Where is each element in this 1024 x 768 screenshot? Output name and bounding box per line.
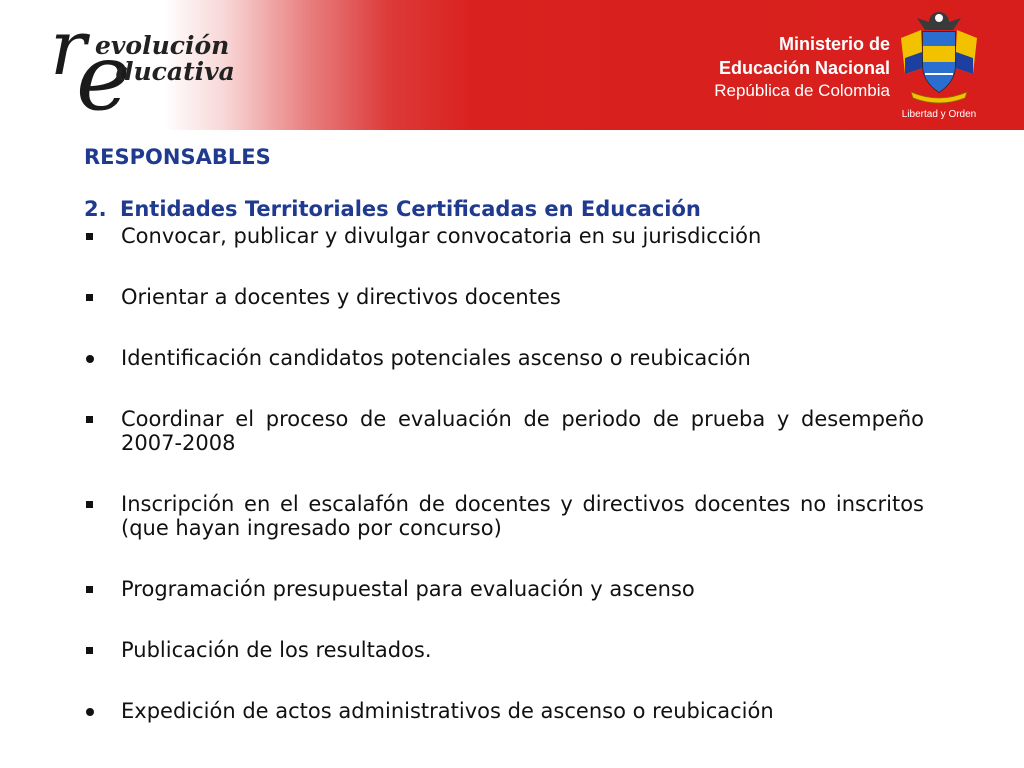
list-item [84, 346, 924, 370]
square-bullet-icon [86, 416, 93, 423]
responsibilities-list [84, 224, 924, 723]
ministry-line-3: República de Colombia [714, 81, 890, 100]
square-bullet-icon [86, 294, 93, 301]
list-item-text: Inscripción en el escalafón de docentes y directivos docentes no inscritos (que hayan ingresado por concurso) [121, 492, 924, 540]
list-item-text: Publicación de los resultados. [121, 638, 432, 662]
slide-content [84, 142, 924, 760]
list-item [84, 699, 924, 723]
list-item-text: Identificación candidatos potenciales ascenso o reubicación [121, 346, 751, 370]
list-item [84, 285, 924, 309]
square-bullet-icon [86, 501, 93, 508]
logo-letter-e: e [76, 24, 131, 131]
list-item [84, 224, 924, 248]
ministry-line-1: Ministerio de [778, 34, 890, 54]
logo-word-educativa: ducativa [116, 57, 235, 86]
list-item-text: Programación presupuestal para evaluación y ascenso [121, 577, 695, 601]
slide-heading: RESPONSABLES [84, 145, 271, 169]
list-item [84, 407, 924, 455]
round-bullet-icon [86, 355, 94, 363]
square-bullet-icon [86, 586, 93, 593]
list-item [84, 638, 924, 662]
list-item [84, 492, 924, 540]
list-item-text: Expedición de actos administrativos de ascenso o reubicación [121, 699, 774, 723]
list-item [84, 577, 924, 601]
square-bullet-icon [86, 233, 93, 240]
list-item-text: Convocar, publicar y divulgar convocatoria en su jurisdicción [121, 224, 762, 248]
list-item-text: Orientar a docentes y directivos docentes [121, 285, 561, 309]
revolucion-educativa-logo [50, 3, 280, 131]
logo-word-revolucion: evolución [95, 31, 230, 60]
subheading-text: Entidades Territoriales Certificadas en Educación [120, 197, 701, 221]
list-item-text: Coordinar el proceso de evaluación de periodo de prueba y desempeño 2007-2008 [121, 407, 924, 455]
square-bullet-icon [86, 647, 93, 654]
coat-of-arms-seal [895, 8, 983, 120]
ministry-line-2: Educación Nacional [718, 58, 890, 78]
logo-letter-r: r [50, 3, 87, 92]
round-bullet-icon [86, 708, 94, 716]
ministry-name [714, 32, 890, 102]
coat-of-arms-icon [895, 8, 983, 104]
slide-subheading [84, 194, 924, 224]
subheading-number: 2. [84, 197, 107, 221]
header-banner [0, 0, 1024, 130]
seal-motto: Libertad y Orden [901, 109, 977, 120]
